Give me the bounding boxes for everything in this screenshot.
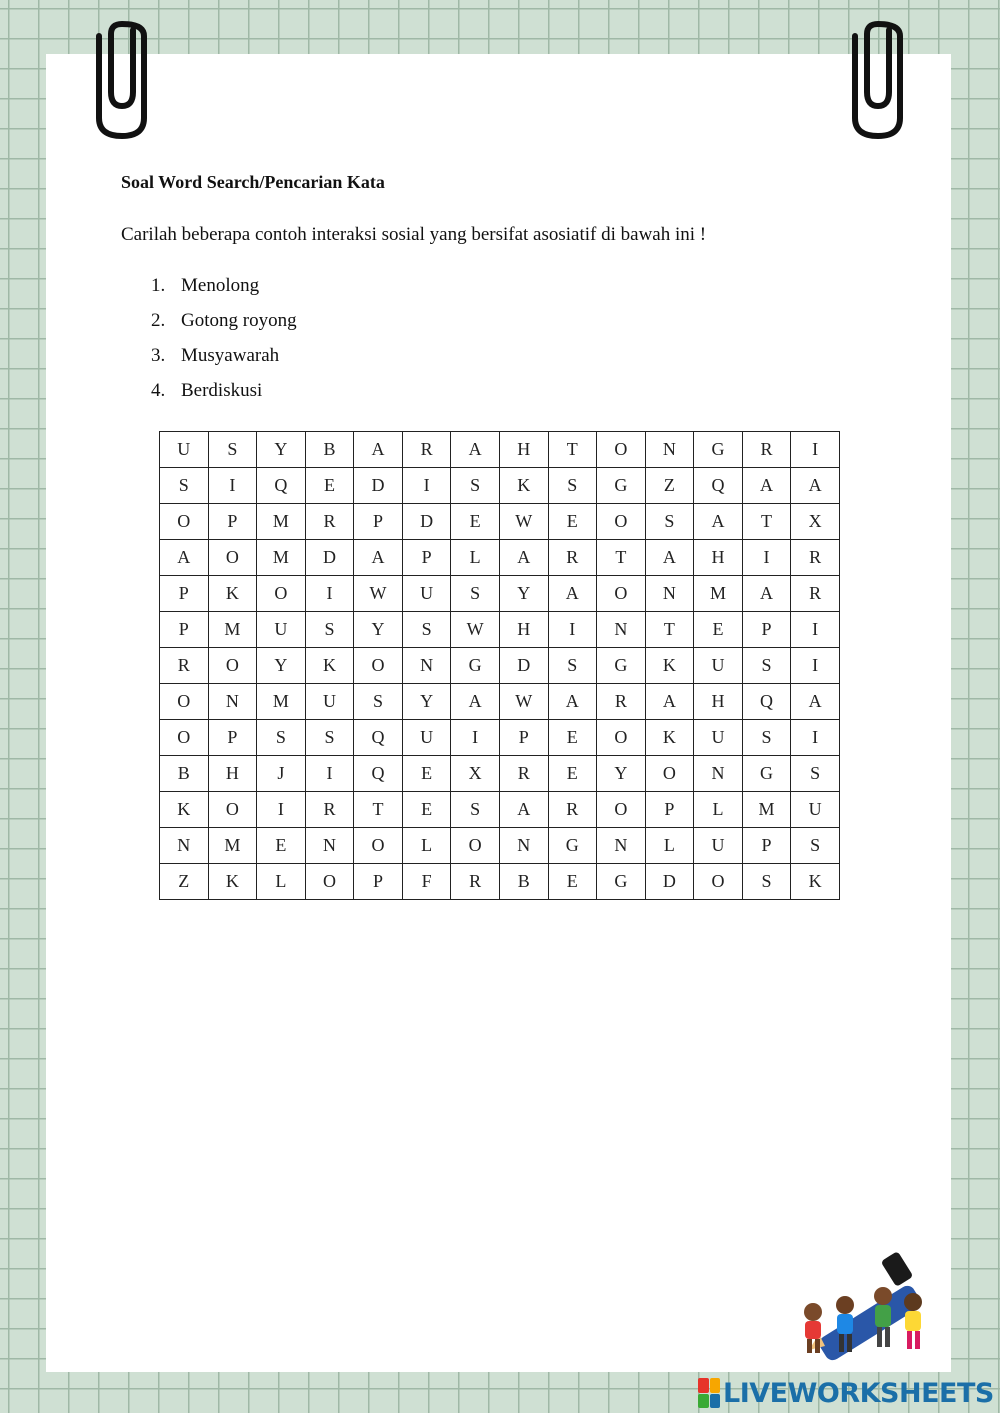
- grid-cell[interactable]: M: [257, 684, 306, 720]
- grid-cell[interactable]: T: [742, 504, 791, 540]
- grid-cell[interactable]: P: [402, 540, 451, 576]
- grid-cell[interactable]: R: [548, 792, 597, 828]
- grid-cell[interactable]: A: [548, 684, 597, 720]
- grid-cell[interactable]: G: [548, 828, 597, 864]
- grid-cell[interactable]: P: [742, 828, 791, 864]
- grid-row: [160, 756, 840, 792]
- grid-cell[interactable]: K: [791, 864, 840, 900]
- grid-cell[interactable]: S: [208, 432, 257, 468]
- grid-cell[interactable]: S: [354, 684, 403, 720]
- grid-cell[interactable]: A: [645, 540, 694, 576]
- word-number: 2.: [151, 310, 166, 331]
- grid-cell[interactable]: O: [597, 792, 646, 828]
- grid-cell[interactable]: U: [694, 720, 743, 756]
- grid-cell[interactable]: E: [451, 504, 500, 540]
- grid-cell[interactable]: B: [499, 864, 548, 900]
- grid-cell[interactable]: G: [597, 648, 646, 684]
- grid-cell[interactable]: A: [354, 432, 403, 468]
- grid-cell[interactable]: I: [548, 612, 597, 648]
- grid-cell[interactable]: N: [597, 828, 646, 864]
- grid-cell[interactable]: O: [354, 828, 403, 864]
- grid-cell[interactable]: H: [694, 684, 743, 720]
- grid-cell[interactable]: E: [257, 828, 306, 864]
- word-list-item: [151, 344, 297, 379]
- grid-cell[interactable]: P: [499, 720, 548, 756]
- grid-cell[interactable]: Y: [402, 684, 451, 720]
- grid-cell[interactable]: K: [499, 468, 548, 504]
- word-list-item: [151, 274, 297, 309]
- grid-cell[interactable]: O: [160, 720, 209, 756]
- grid-cell[interactable]: O: [597, 576, 646, 612]
- grid-cell[interactable]: D: [305, 540, 354, 576]
- grid-cell[interactable]: Y: [257, 648, 306, 684]
- grid-cell[interactable]: N: [208, 684, 257, 720]
- grid-cell[interactable]: I: [791, 432, 840, 468]
- grid-cell[interactable]: G: [451, 648, 500, 684]
- grid-cell[interactable]: T: [548, 432, 597, 468]
- grid-cell[interactable]: M: [257, 540, 306, 576]
- grid-cell[interactable]: U: [402, 576, 451, 612]
- grid-cell[interactable]: K: [645, 720, 694, 756]
- grid-cell[interactable]: H: [694, 540, 743, 576]
- grid-cell[interactable]: A: [451, 684, 500, 720]
- grid-cell[interactable]: F: [402, 864, 451, 900]
- grid-cell[interactable]: P: [208, 720, 257, 756]
- grid-row: [160, 864, 840, 900]
- grid-cell[interactable]: I: [791, 612, 840, 648]
- grid-cell[interactable]: K: [305, 648, 354, 684]
- grid-cell[interactable]: M: [257, 504, 306, 540]
- instruction-text: Carilah beberapa contoh interaksi sosial yang bersifat asosiatif di bawah ini !: [121, 224, 707, 245]
- grid-cell[interactable]: S: [791, 828, 840, 864]
- grid-cell[interactable]: G: [597, 864, 646, 900]
- grid-cell[interactable]: N: [694, 756, 743, 792]
- grid-cell[interactable]: R: [402, 432, 451, 468]
- grid-cell[interactable]: O: [451, 828, 500, 864]
- grid-cell[interactable]: S: [305, 612, 354, 648]
- grid-cell[interactable]: A: [451, 432, 500, 468]
- grid-cell[interactable]: T: [645, 612, 694, 648]
- grid-cell[interactable]: M: [208, 828, 257, 864]
- grid-cell[interactable]: R: [791, 576, 840, 612]
- grid-cell[interactable]: P: [645, 792, 694, 828]
- grid-cell[interactable]: Z: [645, 468, 694, 504]
- word-text: Musyawarah: [181, 345, 280, 366]
- grid-cell[interactable]: X: [791, 504, 840, 540]
- grid-cell[interactable]: N: [160, 828, 209, 864]
- grid-cell[interactable]: R: [305, 792, 354, 828]
- grid-cell[interactable]: A: [160, 540, 209, 576]
- grid-cell[interactable]: Q: [354, 720, 403, 756]
- grid-cell[interactable]: S: [548, 648, 597, 684]
- grid-cell[interactable]: N: [402, 648, 451, 684]
- grid-cell[interactable]: A: [742, 576, 791, 612]
- grid-cell[interactable]: L: [694, 792, 743, 828]
- grid-cell[interactable]: T: [354, 792, 403, 828]
- grid-cell[interactable]: A: [791, 468, 840, 504]
- grid-cell[interactable]: S: [742, 648, 791, 684]
- grid-cell[interactable]: T: [597, 540, 646, 576]
- grid-cell[interactable]: E: [548, 756, 597, 792]
- grid-row: [160, 684, 840, 720]
- grid-cell[interactable]: O: [208, 792, 257, 828]
- grid-cell[interactable]: I: [208, 468, 257, 504]
- grid-cell[interactable]: S: [548, 468, 597, 504]
- grid-cell[interactable]: E: [305, 468, 354, 504]
- paperclip-icon: [92, 20, 154, 142]
- word-number: 3.: [151, 345, 166, 366]
- grid-row: [160, 432, 840, 468]
- grid-cell[interactable]: S: [451, 792, 500, 828]
- grid-cell[interactable]: D: [645, 864, 694, 900]
- grid-cell[interactable]: I: [305, 576, 354, 612]
- grid-cell[interactable]: S: [645, 504, 694, 540]
- grid-cell[interactable]: K: [208, 864, 257, 900]
- grid-cell[interactable]: O: [694, 864, 743, 900]
- grid-cell[interactable]: A: [645, 684, 694, 720]
- grid-cell[interactable]: L: [402, 828, 451, 864]
- grid-cell[interactable]: L: [257, 864, 306, 900]
- grid-cell[interactable]: N: [305, 828, 354, 864]
- grid-cell[interactable]: I: [791, 720, 840, 756]
- grid-cell[interactable]: A: [548, 576, 597, 612]
- grid-cell[interactable]: O: [597, 504, 646, 540]
- grid-row: [160, 612, 840, 648]
- grid-cell[interactable]: D: [499, 648, 548, 684]
- grid-row: [160, 828, 840, 864]
- grid-cell[interactable]: P: [742, 612, 791, 648]
- word-list-item: [151, 309, 297, 344]
- word-list: [151, 274, 297, 414]
- grid-cell[interactable]: S: [402, 612, 451, 648]
- grid-cell[interactable]: Y: [257, 432, 306, 468]
- grid-cell[interactable]: E: [548, 504, 597, 540]
- grid-cell[interactable]: P: [354, 504, 403, 540]
- paperclip-icon: [848, 20, 910, 142]
- grid-cell[interactable]: A: [499, 540, 548, 576]
- grid-cell[interactable]: Y: [354, 612, 403, 648]
- grid-cell[interactable]: A: [354, 540, 403, 576]
- grid-row: [160, 504, 840, 540]
- grid-cell[interactable]: A: [791, 684, 840, 720]
- grid-cell[interactable]: D: [402, 504, 451, 540]
- grid-cell[interactable]: O: [160, 504, 209, 540]
- grid-cell[interactable]: Q: [742, 684, 791, 720]
- grid-row: [160, 648, 840, 684]
- grid-row: [160, 720, 840, 756]
- grid-cell[interactable]: U: [694, 648, 743, 684]
- grid-cell[interactable]: S: [742, 720, 791, 756]
- word-number: 4.: [151, 380, 166, 401]
- grid-cell[interactable]: I: [791, 648, 840, 684]
- word-text: Berdiskusi: [181, 380, 263, 401]
- grid-cell[interactable]: N: [499, 828, 548, 864]
- grid-cell[interactable]: Q: [354, 756, 403, 792]
- grid-cell[interactable]: D: [354, 468, 403, 504]
- grid-cell[interactable]: G: [742, 756, 791, 792]
- grid-cell[interactable]: E: [694, 612, 743, 648]
- grid-cell[interactable]: Z: [160, 864, 209, 900]
- grid-cell[interactable]: Y: [499, 576, 548, 612]
- grid-cell[interactable]: N: [645, 576, 694, 612]
- grid-cell[interactable]: O: [160, 684, 209, 720]
- grid-cell[interactable]: H: [208, 756, 257, 792]
- grid-cell[interactable]: M: [208, 612, 257, 648]
- grid-cell[interactable]: R: [742, 432, 791, 468]
- grid-cell[interactable]: Y: [597, 756, 646, 792]
- word-text: Gotong royong: [181, 310, 297, 331]
- grid-cell[interactable]: O: [305, 864, 354, 900]
- grid-cell[interactable]: I: [402, 468, 451, 504]
- grid-cell[interactable]: P: [160, 576, 209, 612]
- grid-cell[interactable]: I: [742, 540, 791, 576]
- grid-row: [160, 576, 840, 612]
- grid-cell[interactable]: G: [694, 432, 743, 468]
- grid-cell[interactable]: W: [499, 684, 548, 720]
- grid-cell[interactable]: S: [160, 468, 209, 504]
- grid-cell[interactable]: S: [257, 720, 306, 756]
- grid-cell[interactable]: M: [742, 792, 791, 828]
- grid-cell[interactable]: I: [305, 756, 354, 792]
- grid-cell[interactable]: O: [597, 720, 646, 756]
- grid-cell[interactable]: M: [694, 576, 743, 612]
- grid-cell[interactable]: A: [742, 468, 791, 504]
- grid-cell[interactable]: W: [451, 612, 500, 648]
- grid-cell[interactable]: E: [548, 864, 597, 900]
- grid-cell[interactable]: E: [548, 720, 597, 756]
- grid-cell[interactable]: I: [257, 792, 306, 828]
- grid-cell[interactable]: N: [597, 612, 646, 648]
- grid-cell[interactable]: R: [597, 684, 646, 720]
- grid-row: [160, 540, 840, 576]
- grid-cell[interactable]: W: [354, 576, 403, 612]
- grid-cell[interactable]: K: [208, 576, 257, 612]
- grid-cell[interactable]: H: [499, 432, 548, 468]
- grid-cell[interactable]: K: [645, 648, 694, 684]
- grid-cell[interactable]: A: [694, 504, 743, 540]
- word-search-grid: [159, 431, 840, 900]
- grid-cell[interactable]: E: [402, 792, 451, 828]
- grid-cell[interactable]: U: [257, 612, 306, 648]
- grid-cell[interactable]: S: [451, 468, 500, 504]
- grid-cell[interactable]: H: [499, 612, 548, 648]
- grid-cell[interactable]: P: [160, 612, 209, 648]
- grid-cell[interactable]: B: [160, 756, 209, 792]
- grid-cell[interactable]: O: [208, 540, 257, 576]
- grid-row: [160, 792, 840, 828]
- grid-cell[interactable]: S: [451, 576, 500, 612]
- grid-cell[interactable]: R: [160, 648, 209, 684]
- grid-cell[interactable]: U: [402, 720, 451, 756]
- grid-cell[interactable]: G: [597, 468, 646, 504]
- grid-cell[interactable]: W: [499, 504, 548, 540]
- grid-cell[interactable]: P: [208, 504, 257, 540]
- grid-cell[interactable]: R: [451, 864, 500, 900]
- grid-cell[interactable]: K: [160, 792, 209, 828]
- grid-cell[interactable]: L: [645, 828, 694, 864]
- grid-cell[interactable]: X: [451, 756, 500, 792]
- word-text: Menolong: [181, 275, 260, 296]
- grid-cell[interactable]: L: [451, 540, 500, 576]
- grid-cell[interactable]: R: [499, 756, 548, 792]
- grid-cell[interactable]: B: [305, 432, 354, 468]
- grid-cell[interactable]: P: [354, 864, 403, 900]
- worksheet-title: Soal Word Search/Pencarian Kata: [121, 172, 385, 192]
- grid-cell[interactable]: A: [499, 792, 548, 828]
- grid-cell[interactable]: S: [791, 756, 840, 792]
- grid-cell[interactable]: S: [305, 720, 354, 756]
- grid-cell[interactable]: U: [791, 792, 840, 828]
- grid-cell[interactable]: R: [791, 540, 840, 576]
- grid-cell[interactable]: U: [160, 432, 209, 468]
- grid-cell[interactable]: O: [257, 576, 306, 612]
- grid-cell[interactable]: Q: [694, 468, 743, 504]
- grid-cell[interactable]: O: [208, 648, 257, 684]
- grid-cell[interactable]: O: [354, 648, 403, 684]
- liveworksheets-logo: [698, 1376, 994, 1410]
- grid-cell[interactable]: U: [305, 684, 354, 720]
- grid-cell[interactable]: E: [402, 756, 451, 792]
- grid-cell[interactable]: O: [645, 756, 694, 792]
- grid-cell[interactable]: U: [694, 828, 743, 864]
- word-list-item: [151, 379, 297, 414]
- brand-text: LIVEWORKSHEETS: [723, 1377, 994, 1409]
- grid-cell[interactable]: O: [597, 432, 646, 468]
- grid-cell[interactable]: I: [451, 720, 500, 756]
- grid-cell[interactable]: R: [305, 504, 354, 540]
- brand-badge-icon: [698, 1378, 720, 1408]
- grid-cell[interactable]: J: [257, 756, 306, 792]
- grid-cell[interactable]: N: [645, 432, 694, 468]
- grid-row: [160, 468, 840, 504]
- word-number: 1.: [151, 275, 166, 296]
- grid-cell[interactable]: S: [742, 864, 791, 900]
- children-with-pencil-illustration: [795, 1250, 940, 1362]
- grid-cell[interactable]: Q: [257, 468, 306, 504]
- grid-cell[interactable]: R: [548, 540, 597, 576]
